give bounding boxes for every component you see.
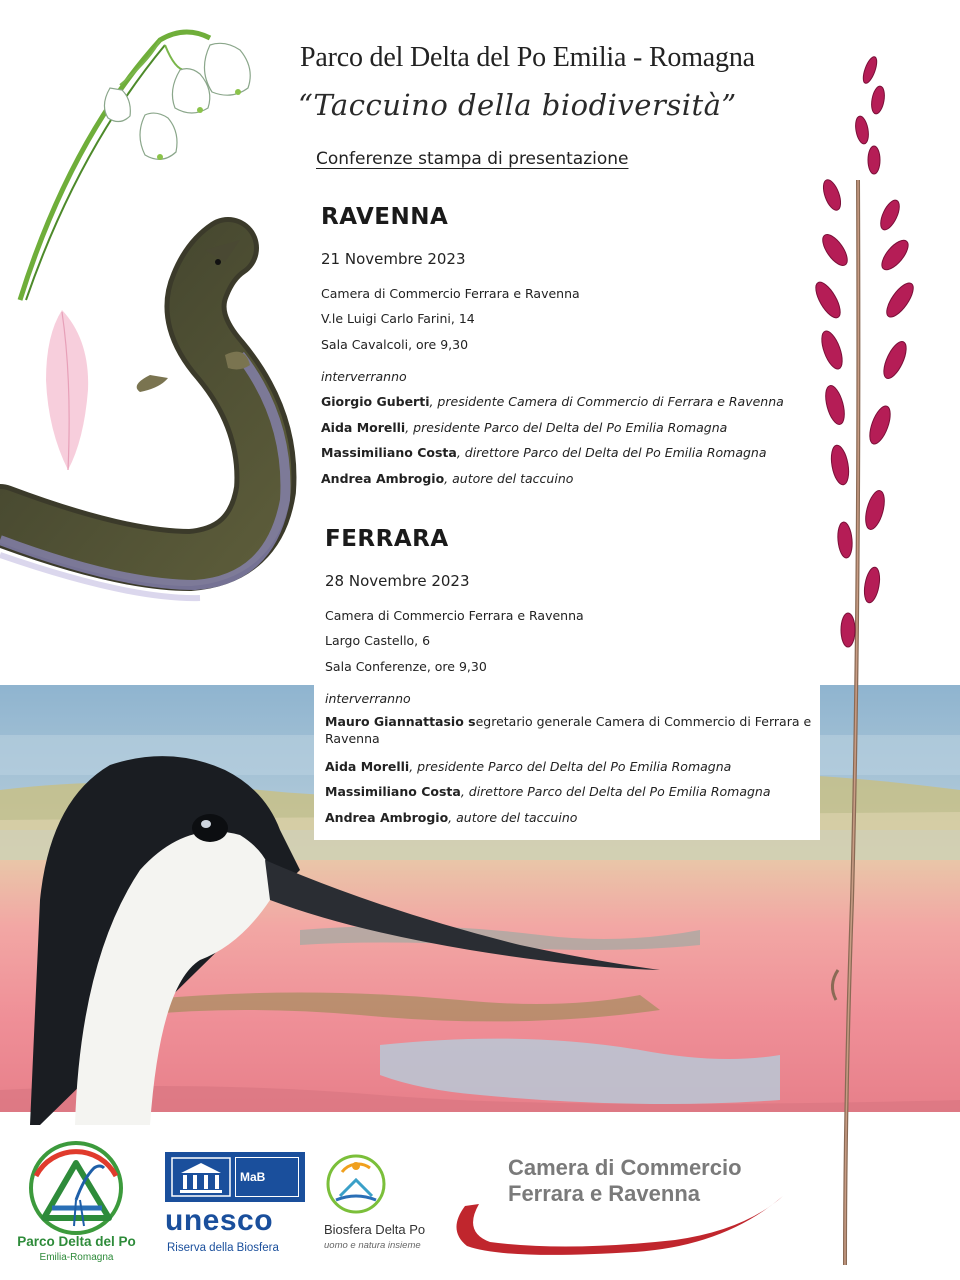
section-heading: Conferenze stampa di presentazione: [316, 149, 629, 169]
speaker-name: Massimiliano Costa: [321, 445, 457, 460]
parco-region: Emilia-Romagna: [39, 1252, 114, 1263]
speaker-role: , presidente Camera di Commercio di Ferrara e Ravenna: [429, 394, 784, 409]
mab-label: MaB: [240, 1170, 266, 1184]
biosfera-tagline: uomo e natura insieme: [324, 1240, 421, 1251]
camera-swoosh-icon: [445, 1190, 790, 1260]
speaker-role: , direttore Parco del Delta del Po Emilia Romagna: [460, 784, 771, 799]
notebook-title: “Taccuino della biodiversità”: [298, 88, 737, 122]
unesco-logo: [165, 1152, 310, 1257]
speaker-name: Aida Morelli: [321, 420, 406, 435]
speaker-role: , direttore Parco del Delta del Po Emilia Romagna: [456, 445, 767, 460]
mab-box: [235, 1157, 299, 1197]
camera-commercio-logo: [445, 1150, 790, 1265]
speaker-name: Andrea Ambrogio: [325, 810, 449, 825]
ravenna-speaker: [321, 470, 573, 487]
speaker-role: , presidente Parco del Delta del Po Emilia Romagna: [405, 420, 728, 435]
speaker-name: Andrea Ambrogio: [321, 471, 445, 486]
ravenna-address: V.le Luigi Carlo Farini, 14: [321, 311, 475, 326]
speaker-name: Mauro Giannattasio s: [325, 714, 476, 729]
park-title: Parco del Delta del Po Emilia - Romagna: [300, 42, 755, 73]
ferrara-room: Sala Conferenze, ore 9,30: [325, 659, 487, 674]
unesco-wordmark: unesco: [165, 1204, 274, 1237]
ravenna-city: RAVENNA: [321, 204, 449, 230]
biosfera-logo: [320, 1152, 465, 1257]
speaker-name: Massimiliano Costa: [325, 784, 461, 799]
ferrara-speaker: [325, 713, 815, 747]
ravenna-intro: interverranno: [321, 369, 407, 384]
eel-illustration: [0, 240, 285, 598]
parco-heron-icon: [14, 1138, 139, 1238]
ferrara-speaker: [325, 783, 771, 800]
ravenna-speaker: [321, 419, 727, 436]
speaker-role: , autore del taccuino: [444, 471, 574, 486]
parco-name: Parco Delta del Po: [17, 1234, 136, 1249]
ferrara-speaker: [325, 809, 577, 826]
unesco-tagline: Riserva della Biosfera: [167, 1242, 279, 1254]
ravenna-speaker: [321, 444, 767, 461]
ravenna-date: 21 Novembre 2023: [321, 250, 466, 268]
camera-name-line1: Camera di Commercio: [508, 1155, 742, 1180]
speaker-role: , autore del taccuino: [448, 810, 578, 825]
speaker-name: Giorgio Guberti: [321, 394, 430, 409]
ravenna-speaker: [321, 393, 784, 410]
speaker-role: , presidente Parco del Delta del Po Emilia Romagna: [409, 759, 732, 774]
biosfera-name: Biosfera Delta Po: [324, 1222, 426, 1237]
camera-name-line2: Ferrara e Ravenna: [508, 1181, 700, 1206]
speaker-name: Aida Morelli: [325, 759, 410, 774]
ferrara-date: 28 Novembre 2023: [325, 572, 470, 590]
ravenna-venue: Camera di Commercio Ferrara e Ravenna: [321, 286, 580, 301]
ferrara-city: FERRARA: [325, 526, 449, 552]
parco-delta-logo: [14, 1138, 139, 1268]
ferrara-address: Largo Castello, 6: [325, 633, 431, 648]
pink-feather: [46, 310, 88, 470]
ferrara-intro: interverranno: [325, 691, 411, 706]
unesco-temple-icon: [171, 1157, 231, 1197]
ferrara-speaker: [325, 758, 731, 775]
speaker-role: egretario generale Camera di Commercio di Ferrara e Ravenna: [325, 714, 812, 746]
ferrara-venue: Camera di Commercio Ferrara e Ravenna: [325, 608, 584, 623]
ravenna-room: Sala Cavalcoli, ore 9,30: [321, 337, 469, 352]
biosfera-circle-icon: [324, 1152, 390, 1214]
